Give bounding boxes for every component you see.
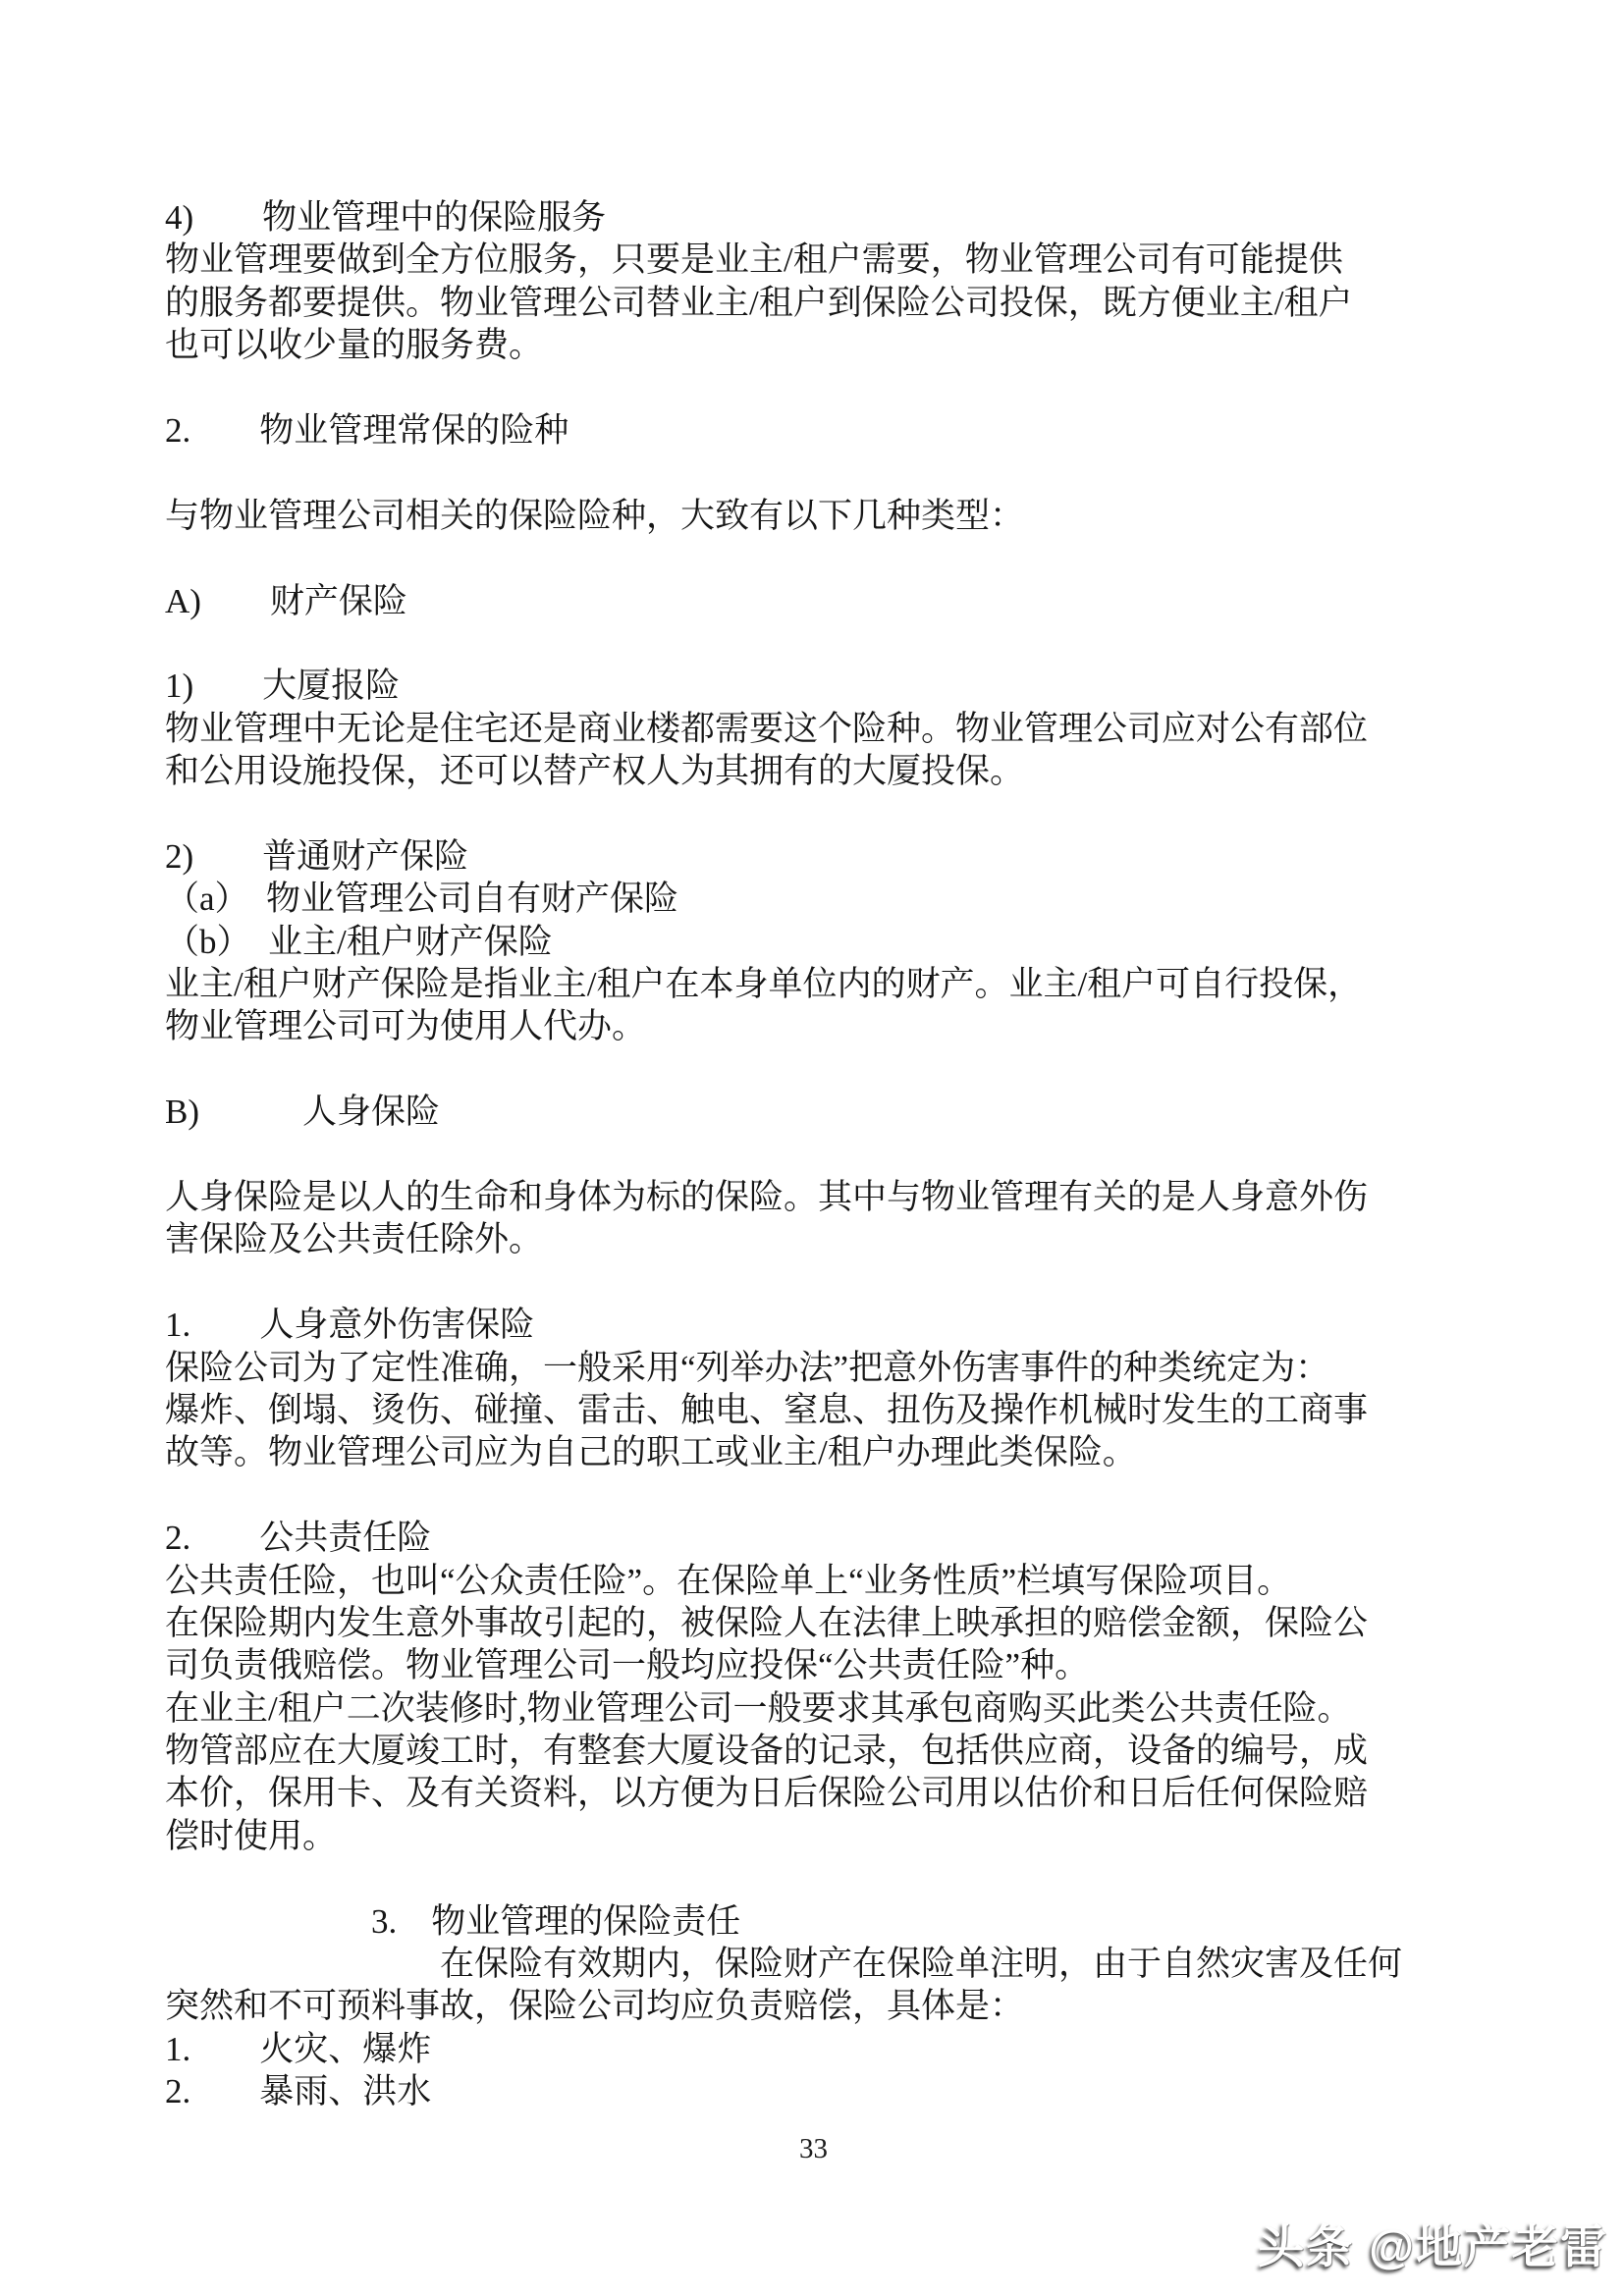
text-line: A) 财产保险 <box>165 581 407 620</box>
text-line: 公共责任险，也叫“公众责任险”。在保险单上“业务性质”栏填写保险项目。 <box>165 1561 1292 1600</box>
text-line <box>165 1048 1624 1091</box>
text-line: 4) 物业管理中的保险服务 <box>165 198 607 237</box>
text-line <box>165 1474 1624 1517</box>
text-line: 害保险及公共责任除外。 <box>165 1220 544 1259</box>
text-line: B) 人身保险 <box>165 1093 441 1132</box>
text-line <box>165 792 1624 834</box>
text-line: 2. 暴雨、洪水 <box>165 2072 432 2111</box>
watermark-toutiao: 头条 @地产老雷 <box>1258 2220 1608 2272</box>
text-line: 物业管理要做到全方位服务，只要是业主/租户需要，物业管理公司有可能提供 <box>165 240 1343 280</box>
text-line: 2. 公共责任险 <box>165 1519 432 1558</box>
text-line: 人身保险是以人的生命和身体为标的保险。其中与物业管理有关的是人身意外伤 <box>165 1177 1369 1216</box>
text-line: 3. 物业管理的保险责任 <box>165 1901 741 1941</box>
text-line: 在保险有效期内，保险财产在保险单注明，由于自然灾害及任何 <box>165 1945 1403 1984</box>
text-line: 1. 人身意外伤害保险 <box>165 1306 535 1345</box>
text-line <box>165 1134 1624 1176</box>
text-line: 1) 大厦报险 <box>165 667 401 706</box>
text-line: 业主/租户财产保险是指业主/租户在本身单位内的财产。业主/租户可自行投保， <box>165 965 1363 1004</box>
text-line <box>165 1857 1624 1899</box>
text-line: 2. 物业管理常保的险种 <box>165 410 569 450</box>
text-line: 与物业管理公司相关的保险险种，大致有以下几种类型： <box>165 496 1025 535</box>
text-line: 在保险期内发生意外事故引起的，被保险人在法律上映承担的赔偿金额，保险公 <box>165 1603 1369 1642</box>
text-line: 物业管理中无论是住宅还是商业楼都需要这个险种。物业管理公司应对公有部位 <box>165 709 1369 748</box>
document-body <box>165 196 1624 2113</box>
text-line: 物管部应在大厦竣工时，有整套大厦设备的记录，包括供应商，设备的编号，成 <box>165 1732 1369 1771</box>
text-line <box>165 1261 1624 1304</box>
text-line <box>165 367 1624 409</box>
text-line: 偿时使用。 <box>165 1816 338 1855</box>
text-line: 1. 火灾、爆炸 <box>165 2029 432 2068</box>
text-line <box>165 452 1624 494</box>
text-line: 的服务都要提供。物业管理公司替业主/租户到保险公司投保，既方便业主/租户 <box>165 283 1353 322</box>
text-line: 在业主/租户二次装修时,物业管理公司一般要求其承包商购买此类公共责任险。 <box>165 1688 1352 1728</box>
text-line: 故等。物业管理公司应为自己的职工或业主/租户办理此类保险。 <box>165 1433 1137 1472</box>
text-line: 2) 普通财产保险 <box>165 836 469 876</box>
text-line: 物业管理公司可为使用人代办。 <box>165 1007 647 1046</box>
text-line: 和公用设施投保，还可以替产权人为其拥有的大厦投保。 <box>165 752 1025 791</box>
text-line: 司负责俄赔偿。物业管理公司一般均应投保“公共责任险”种。 <box>165 1646 1090 1685</box>
page-number: 33 <box>799 2133 828 2164</box>
text-line: 突然和不可预料事故，保险公司均应负责赔偿，具体是： <box>165 1987 1025 2026</box>
text-line: 爆炸、倒塌、烫伤、碰撞、雷击、触电、窒息、扭伤及操作机械时发生的工商事 <box>165 1390 1369 1429</box>
text-line: 本价，保用卡、及有关资料，以方便为日后保险公司用以估价和日后任何保险赔 <box>165 1774 1369 1813</box>
text-line: 保险公司为了定性准确，一般采用“列举办法”把意外伤害事件的种类统定为： <box>165 1348 1330 1387</box>
text-line <box>165 622 1624 665</box>
text-line: （b） 业主/租户财产保险 <box>165 922 553 961</box>
text-line: 也可以收少量的服务费。 <box>165 326 544 365</box>
text-line <box>165 537 1624 579</box>
text-line: （a） 物业管理公司自有财产保险 <box>165 880 679 919</box>
